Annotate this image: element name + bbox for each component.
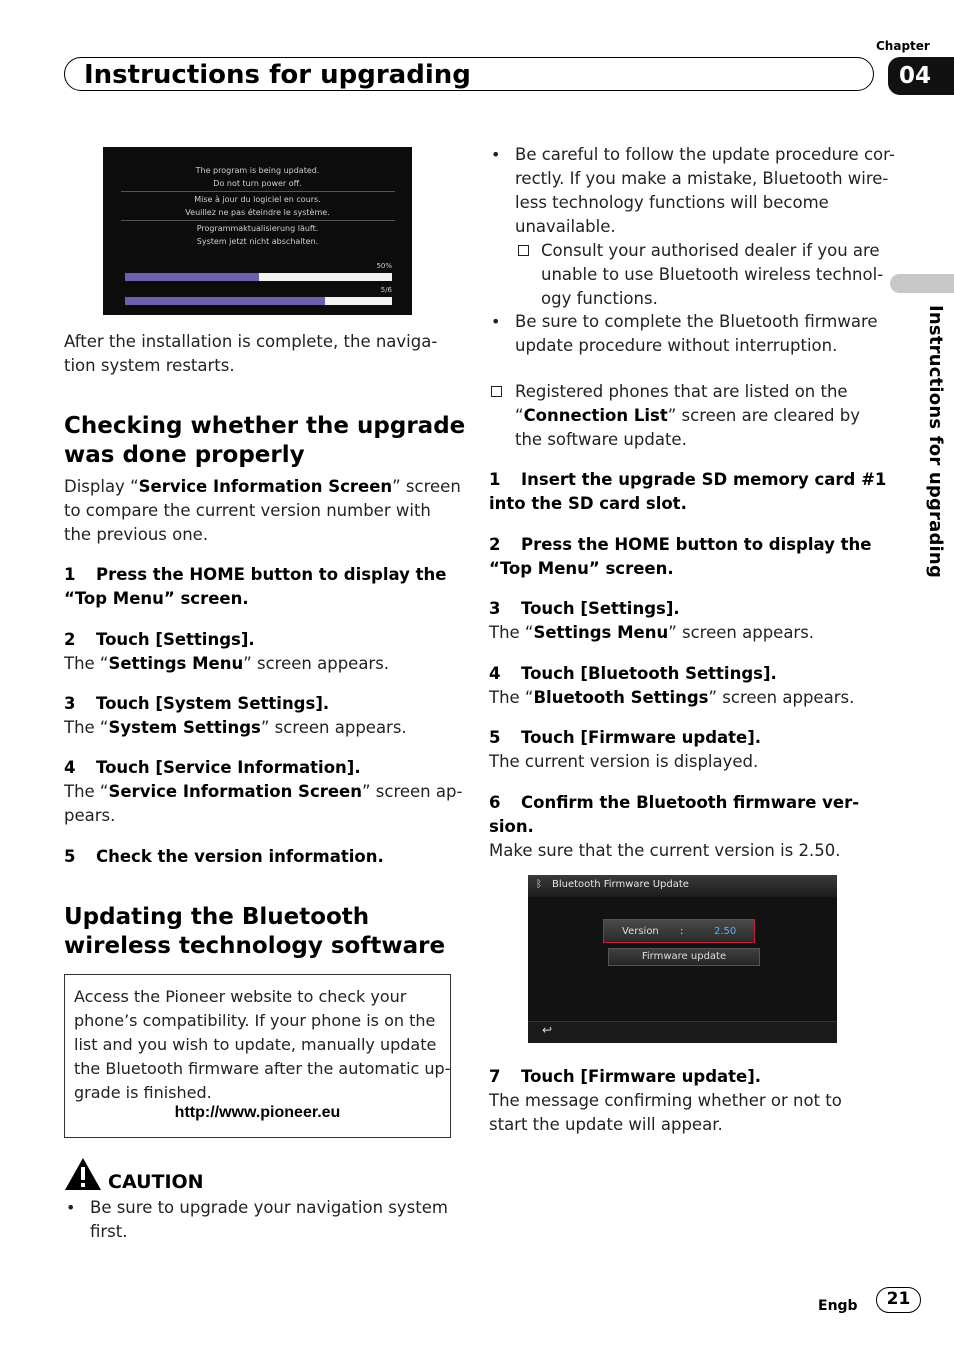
progress-bar bbox=[125, 273, 392, 281]
step-number: 5 bbox=[489, 728, 501, 747]
chapter-number: 04 bbox=[888, 57, 954, 95]
text-line bbox=[515, 404, 860, 428]
step-number: 2 bbox=[64, 630, 76, 649]
step-result bbox=[489, 621, 814, 645]
bullet-item bbox=[489, 310, 878, 358]
version-label: Version bbox=[622, 926, 659, 937]
bluetooth-icon: ᛒ bbox=[536, 879, 542, 890]
step-line bbox=[489, 1065, 842, 1089]
screen-text: Mise à jour du logiciel en cours. bbox=[194, 195, 321, 204]
bullet-dot: • bbox=[491, 145, 501, 164]
emphasis: Service Information Screen bbox=[138, 477, 393, 496]
caution-bullet bbox=[64, 1196, 448, 1244]
text: The “ bbox=[489, 623, 534, 642]
step-text: Press the HOME button to display the bbox=[96, 565, 447, 584]
progress-label: 50% bbox=[376, 262, 392, 270]
version-row bbox=[603, 919, 755, 943]
step-text: Touch [Settings]. bbox=[521, 599, 680, 618]
checkbox-icon bbox=[491, 386, 502, 397]
step-number: 1 bbox=[489, 470, 501, 489]
text-line: Consult your authorised dealer if you are bbox=[541, 241, 880, 260]
text-line: to compare the current version number with bbox=[64, 501, 431, 520]
step-text: Touch [Firmware update]. bbox=[521, 1067, 762, 1086]
screen-text: Programmaktualisierung läuft. bbox=[196, 224, 319, 233]
step-result: pears. bbox=[64, 806, 116, 825]
text: ” screen appears. bbox=[260, 718, 407, 737]
side-tab-marker bbox=[890, 274, 954, 293]
chapter-label: Chapter bbox=[876, 39, 930, 53]
text-line: After the installation is complete, the naviga- bbox=[64, 332, 438, 351]
text: ” screen appears. bbox=[708, 688, 855, 707]
step-result: Make sure that the current version is 2.50. bbox=[489, 841, 841, 860]
version-separator: : bbox=[680, 926, 684, 937]
language-code: Engb bbox=[818, 1298, 858, 1314]
step-number: 6 bbox=[489, 793, 501, 812]
text-line: Be sure to upgrade your navigation system bbox=[90, 1198, 448, 1217]
step-line bbox=[489, 726, 761, 750]
screen-text: System jetzt nicht abschalten. bbox=[196, 237, 319, 246]
step-number: 1 bbox=[64, 565, 76, 584]
step-line bbox=[489, 791, 859, 815]
step-result bbox=[64, 780, 462, 804]
step-result: The current version is displayed. bbox=[489, 752, 759, 771]
text-line: list and you wish to update, manually update bbox=[74, 1035, 437, 1054]
step bbox=[64, 845, 384, 869]
text-line: the Bluetooth firmware after the automatic up- bbox=[74, 1059, 451, 1078]
progress-bar bbox=[125, 297, 392, 305]
step bbox=[489, 533, 871, 581]
screen-bottom-bar bbox=[528, 1021, 837, 1043]
text-line: ogy functions. bbox=[541, 289, 658, 308]
side-tab-text: Instructions for upgrading bbox=[925, 305, 946, 579]
step bbox=[489, 662, 854, 710]
step bbox=[64, 756, 462, 828]
emphasis: Settings Menu bbox=[108, 654, 244, 673]
bullet-item bbox=[489, 143, 895, 239]
back-icon[interactable]: ↩ bbox=[542, 1023, 553, 1037]
step-number: 5 bbox=[64, 847, 76, 866]
text-line: Be sure to complete the Bluetooth firmware bbox=[515, 312, 878, 331]
emphasis: Settings Menu bbox=[533, 623, 669, 642]
step-line bbox=[489, 662, 854, 686]
step bbox=[64, 563, 446, 611]
step-line bbox=[489, 597, 814, 621]
text-line bbox=[64, 475, 461, 499]
emphasis: System Settings bbox=[108, 718, 261, 737]
step-line bbox=[489, 468, 886, 492]
step-result: The message confirming whether or not to bbox=[489, 1091, 842, 1110]
step bbox=[64, 628, 389, 676]
progress-fill bbox=[125, 273, 259, 281]
text-line: Registered phones that are listed on the bbox=[515, 382, 848, 401]
page-title: Instructions for upgrading bbox=[84, 60, 471, 90]
step bbox=[489, 726, 761, 774]
warning-icon bbox=[64, 1157, 102, 1191]
text-line: the previous one. bbox=[64, 525, 209, 544]
section-heading-check bbox=[64, 412, 465, 470]
text-line: first. bbox=[90, 1222, 128, 1241]
step bbox=[489, 1065, 842, 1137]
text-line: the software update. bbox=[515, 430, 687, 449]
text: ” screen are cleared by bbox=[667, 406, 860, 425]
text-line: Be careful to follow the update procedure cor- bbox=[515, 145, 895, 164]
step-text: Confirm the Bluetooth firmware ver- bbox=[521, 793, 860, 812]
text: The “ bbox=[64, 718, 109, 737]
step-text: sion. bbox=[489, 817, 534, 836]
step-text: Touch [Bluetooth Settings]. bbox=[521, 664, 777, 683]
step-text: “Top Menu” screen. bbox=[489, 559, 674, 578]
step-text: into the SD card slot. bbox=[489, 494, 687, 513]
step-line bbox=[64, 628, 389, 652]
caution-label: CAUTION bbox=[108, 1171, 204, 1193]
step-number: 2 bbox=[489, 535, 501, 554]
step bbox=[64, 692, 407, 740]
text-line: grade is finished. bbox=[74, 1083, 212, 1102]
text-line: tion system restarts. bbox=[64, 356, 235, 375]
step-text: “Top Menu” screen. bbox=[64, 589, 249, 608]
pioneer-website-link[interactable]: http://www.pioneer.eu bbox=[174, 1104, 341, 1121]
text-line: unable to use Bluetooth wireless technol- bbox=[541, 265, 884, 284]
step-text: Check the version information. bbox=[96, 847, 384, 866]
step-number: 3 bbox=[489, 599, 501, 618]
text-line: phone’s compatibility. If your phone is on the bbox=[74, 1011, 436, 1030]
step-result bbox=[489, 686, 854, 710]
info-box-text bbox=[74, 985, 450, 1105]
page-number: 21 bbox=[876, 1287, 921, 1313]
step bbox=[489, 791, 859, 863]
screen-text: Do not turn power off. bbox=[213, 179, 302, 188]
step-text: Insert the upgrade SD memory card #1 bbox=[521, 470, 887, 489]
divider bbox=[121, 220, 395, 221]
text: ” screen ap- bbox=[362, 782, 463, 801]
paragraph bbox=[64, 475, 461, 547]
step-result: start the update will appear. bbox=[489, 1115, 723, 1134]
step-text: Touch [Firmware update]. bbox=[521, 728, 762, 747]
step-line bbox=[64, 756, 462, 780]
text-line: less technology functions will become bbox=[515, 193, 829, 212]
emphasis: Bluetooth Settings bbox=[533, 688, 709, 707]
step-text: Press the HOME button to display the bbox=[521, 535, 872, 554]
step-text: Touch [Settings]. bbox=[96, 630, 255, 649]
step-number: 3 bbox=[64, 694, 76, 713]
step bbox=[489, 468, 886, 516]
step-line bbox=[64, 563, 446, 587]
bullet-dot: • bbox=[66, 1198, 76, 1217]
paragraph bbox=[64, 330, 437, 378]
step bbox=[489, 597, 814, 645]
update-progress-screenshot bbox=[103, 147, 412, 315]
step-number: 4 bbox=[489, 664, 501, 683]
heading-line: Updating the Bluetooth bbox=[64, 904, 370, 930]
version-value: 2.50 bbox=[714, 926, 737, 937]
step-result bbox=[64, 716, 407, 740]
note bbox=[489, 380, 860, 452]
text: The “ bbox=[64, 782, 109, 801]
section-heading-bluetooth bbox=[64, 903, 445, 961]
step-line bbox=[489, 533, 871, 557]
progress-label: 5/6 bbox=[380, 286, 392, 294]
text: The “ bbox=[489, 688, 534, 707]
text-line: rectly. If you make a mistake, Bluetooth wire- bbox=[515, 169, 889, 188]
step-result bbox=[64, 652, 389, 676]
text-line: Access the Pioneer website to check your bbox=[74, 987, 407, 1006]
text: The “ bbox=[64, 654, 109, 673]
screen-text: Veuillez ne pas éteindre le système. bbox=[185, 208, 330, 217]
text: ” screen appears. bbox=[668, 623, 815, 642]
progress-fill bbox=[125, 297, 325, 305]
text: ” screen bbox=[392, 477, 461, 496]
checkbox-icon bbox=[518, 245, 529, 256]
emphasis: Service Information Screen bbox=[108, 782, 362, 801]
sub-bullet-item bbox=[515, 239, 883, 311]
heading-line: wireless technology software bbox=[64, 933, 446, 959]
divider bbox=[121, 191, 395, 192]
heading-line: Checking whether the upgrade bbox=[64, 413, 466, 439]
screen-text: The program is being updated. bbox=[195, 166, 320, 175]
heading-line: was done properly bbox=[64, 442, 305, 468]
emphasis: Connection List bbox=[523, 406, 668, 425]
step-text: Touch [System Settings]. bbox=[96, 694, 330, 713]
step-number: 7 bbox=[489, 1067, 501, 1086]
text-line: update procedure without interruption. bbox=[515, 336, 838, 355]
bullet-dot: • bbox=[491, 312, 501, 331]
firmware-update-button[interactable]: Firmware update bbox=[608, 948, 760, 966]
bluetooth-firmware-screenshot bbox=[528, 875, 837, 1043]
step-number: 4 bbox=[64, 758, 76, 777]
step-line bbox=[64, 692, 407, 716]
step-text: Touch [Service Information]. bbox=[96, 758, 361, 777]
text: Display “ bbox=[64, 477, 139, 496]
screen-title: Bluetooth Firmware Update bbox=[552, 879, 689, 890]
text: “ bbox=[515, 406, 524, 425]
text: ” screen appears. bbox=[243, 654, 390, 673]
text-line: unavailable. bbox=[515, 217, 616, 236]
